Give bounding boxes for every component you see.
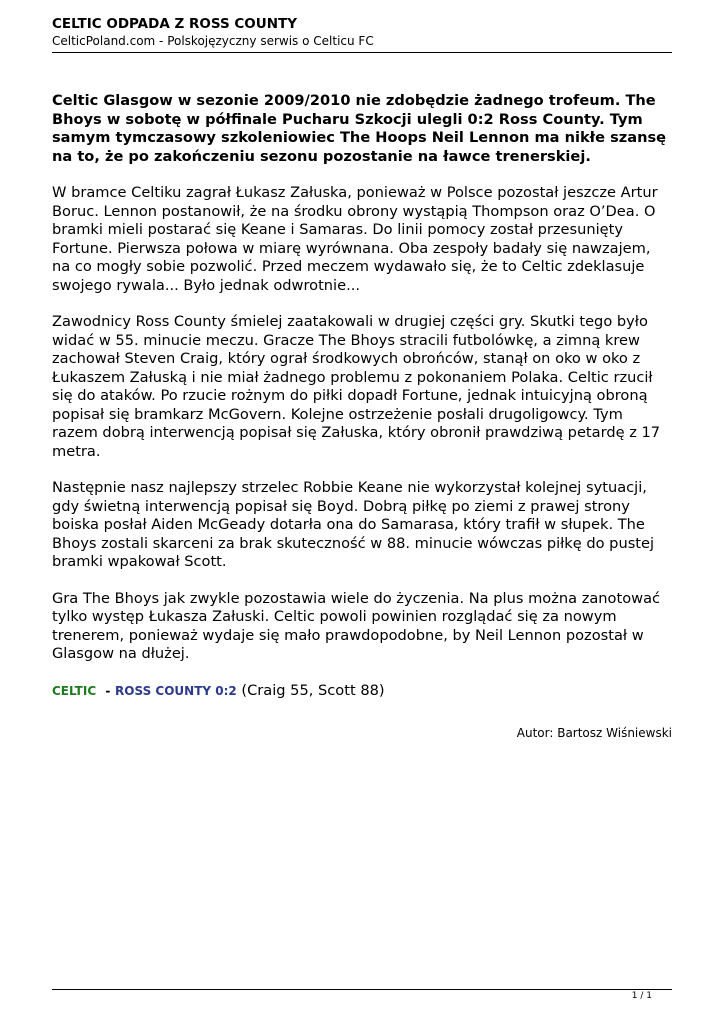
article-lead: Celtic Glasgow w sezonie 2009/2010 nie zdobędzie żadnego trofeum. The Bhoys w sobotę w półfinale Pucharu Szkocji ulegli 0:2 Ross County. Tym samym tymczasowy szkoleniowiec The Hoops Neil Lennon ma nikłe szansę na to, że po zakończeniu sezonu pozostanie na ławce trenerskiej. (52, 92, 667, 165)
document-header (52, 16, 672, 49)
article-author: Autor: Bartosz Wiśniewski (516, 726, 672, 740)
article-body (52, 92, 672, 743)
article-paragraph-3: Następnie nasz najlepszy strzelec Robbie Keane nie wykorzystał kolejnej sytuacji, gdy świetną interwencją popisał się Boyd. Dobrą piłkę po ziemi z prawej strony boiska posłał Aiden McGeady dotarła ona do Samarasa, który trafił w słupek. The Bhoys zostali skarceni za brak skuteczność w 88. minucie wówczas piłkę do pustej bramki wpakował Scott. (52, 479, 655, 570)
page-title: CELTIC ODPADA Z ROSS COUNTY (52, 16, 298, 32)
score-separator: - (105, 683, 111, 698)
goal-scorers: (Craig 55, Scott 88) (241, 681, 385, 699)
header-divider (52, 52, 672, 53)
footer-divider (52, 989, 672, 990)
article-paragraph-4: Gra The Bhoys jak zwykle pozostawia wiele do życzenia. Na plus można zanotować tylko występ Łukasza Załuski. Celtic powoli powinien rozglądać się za nowym trenerem, ponieważ wydaje się mało prawdopodobne, by Neil Lennon pozostał w Glasgow na dłużej. (52, 589, 661, 662)
page-number: 1 / 1 (631, 991, 652, 1001)
article-paragraph-1: W bramce Celtiku zagrał Łukasz Załuska, ponieważ w Polsce pozostał jeszcze Artur Boruc. Lennon postanowił, że na środku obrony wystąpią Thompson oraz O’Dea. O bramki mieli postarać się Keane i Samaras. Do linii pomocy został przesunięty Fortune. Pierwsza połowa w miarę wyrównana. Oba zespoły badały się nawzajem, na co mogły sobie pozwolić. Przed meczem wydawało się, że to Celtic zdeklasuje swojego rywala... Było jednak odwrotnie... (52, 184, 658, 294)
home-team-name: CELTIC (52, 683, 97, 698)
site-subtitle: CelticPoland.com - Polskojęzyczny serwis o Celticu FC (52, 34, 374, 48)
article-paragraph-2: Zawodnicy Ross County śmielej zaatakowali w drugiej części gry. Skutki tego było widać w 55. minucie meczu. Gracze The Bhoys stracili futbolówkę, a zimną krew zachował Steven Craig, który ograł środkowych obrońców, stanął on oko w oko z Łukaszem Załuską i nie miał żadnego problemu z pokonaniem Polaka. Celtic rzucił się do ataków. Po rzucie rożnym do piłki dopadł Fortune, jednak intuicyjną obroną popisał się bramkarz McGovern. Kolejne ostrzeżenie posłali drugoligowcy. Tym razem dobrą interwencją popisał się Załuska, który obronił prawdziwą petardę z 17 metra. (52, 313, 661, 460)
away-team-and-result: ROSS COUNTY 0:2 (115, 683, 237, 698)
match-score-line (52, 682, 672, 701)
